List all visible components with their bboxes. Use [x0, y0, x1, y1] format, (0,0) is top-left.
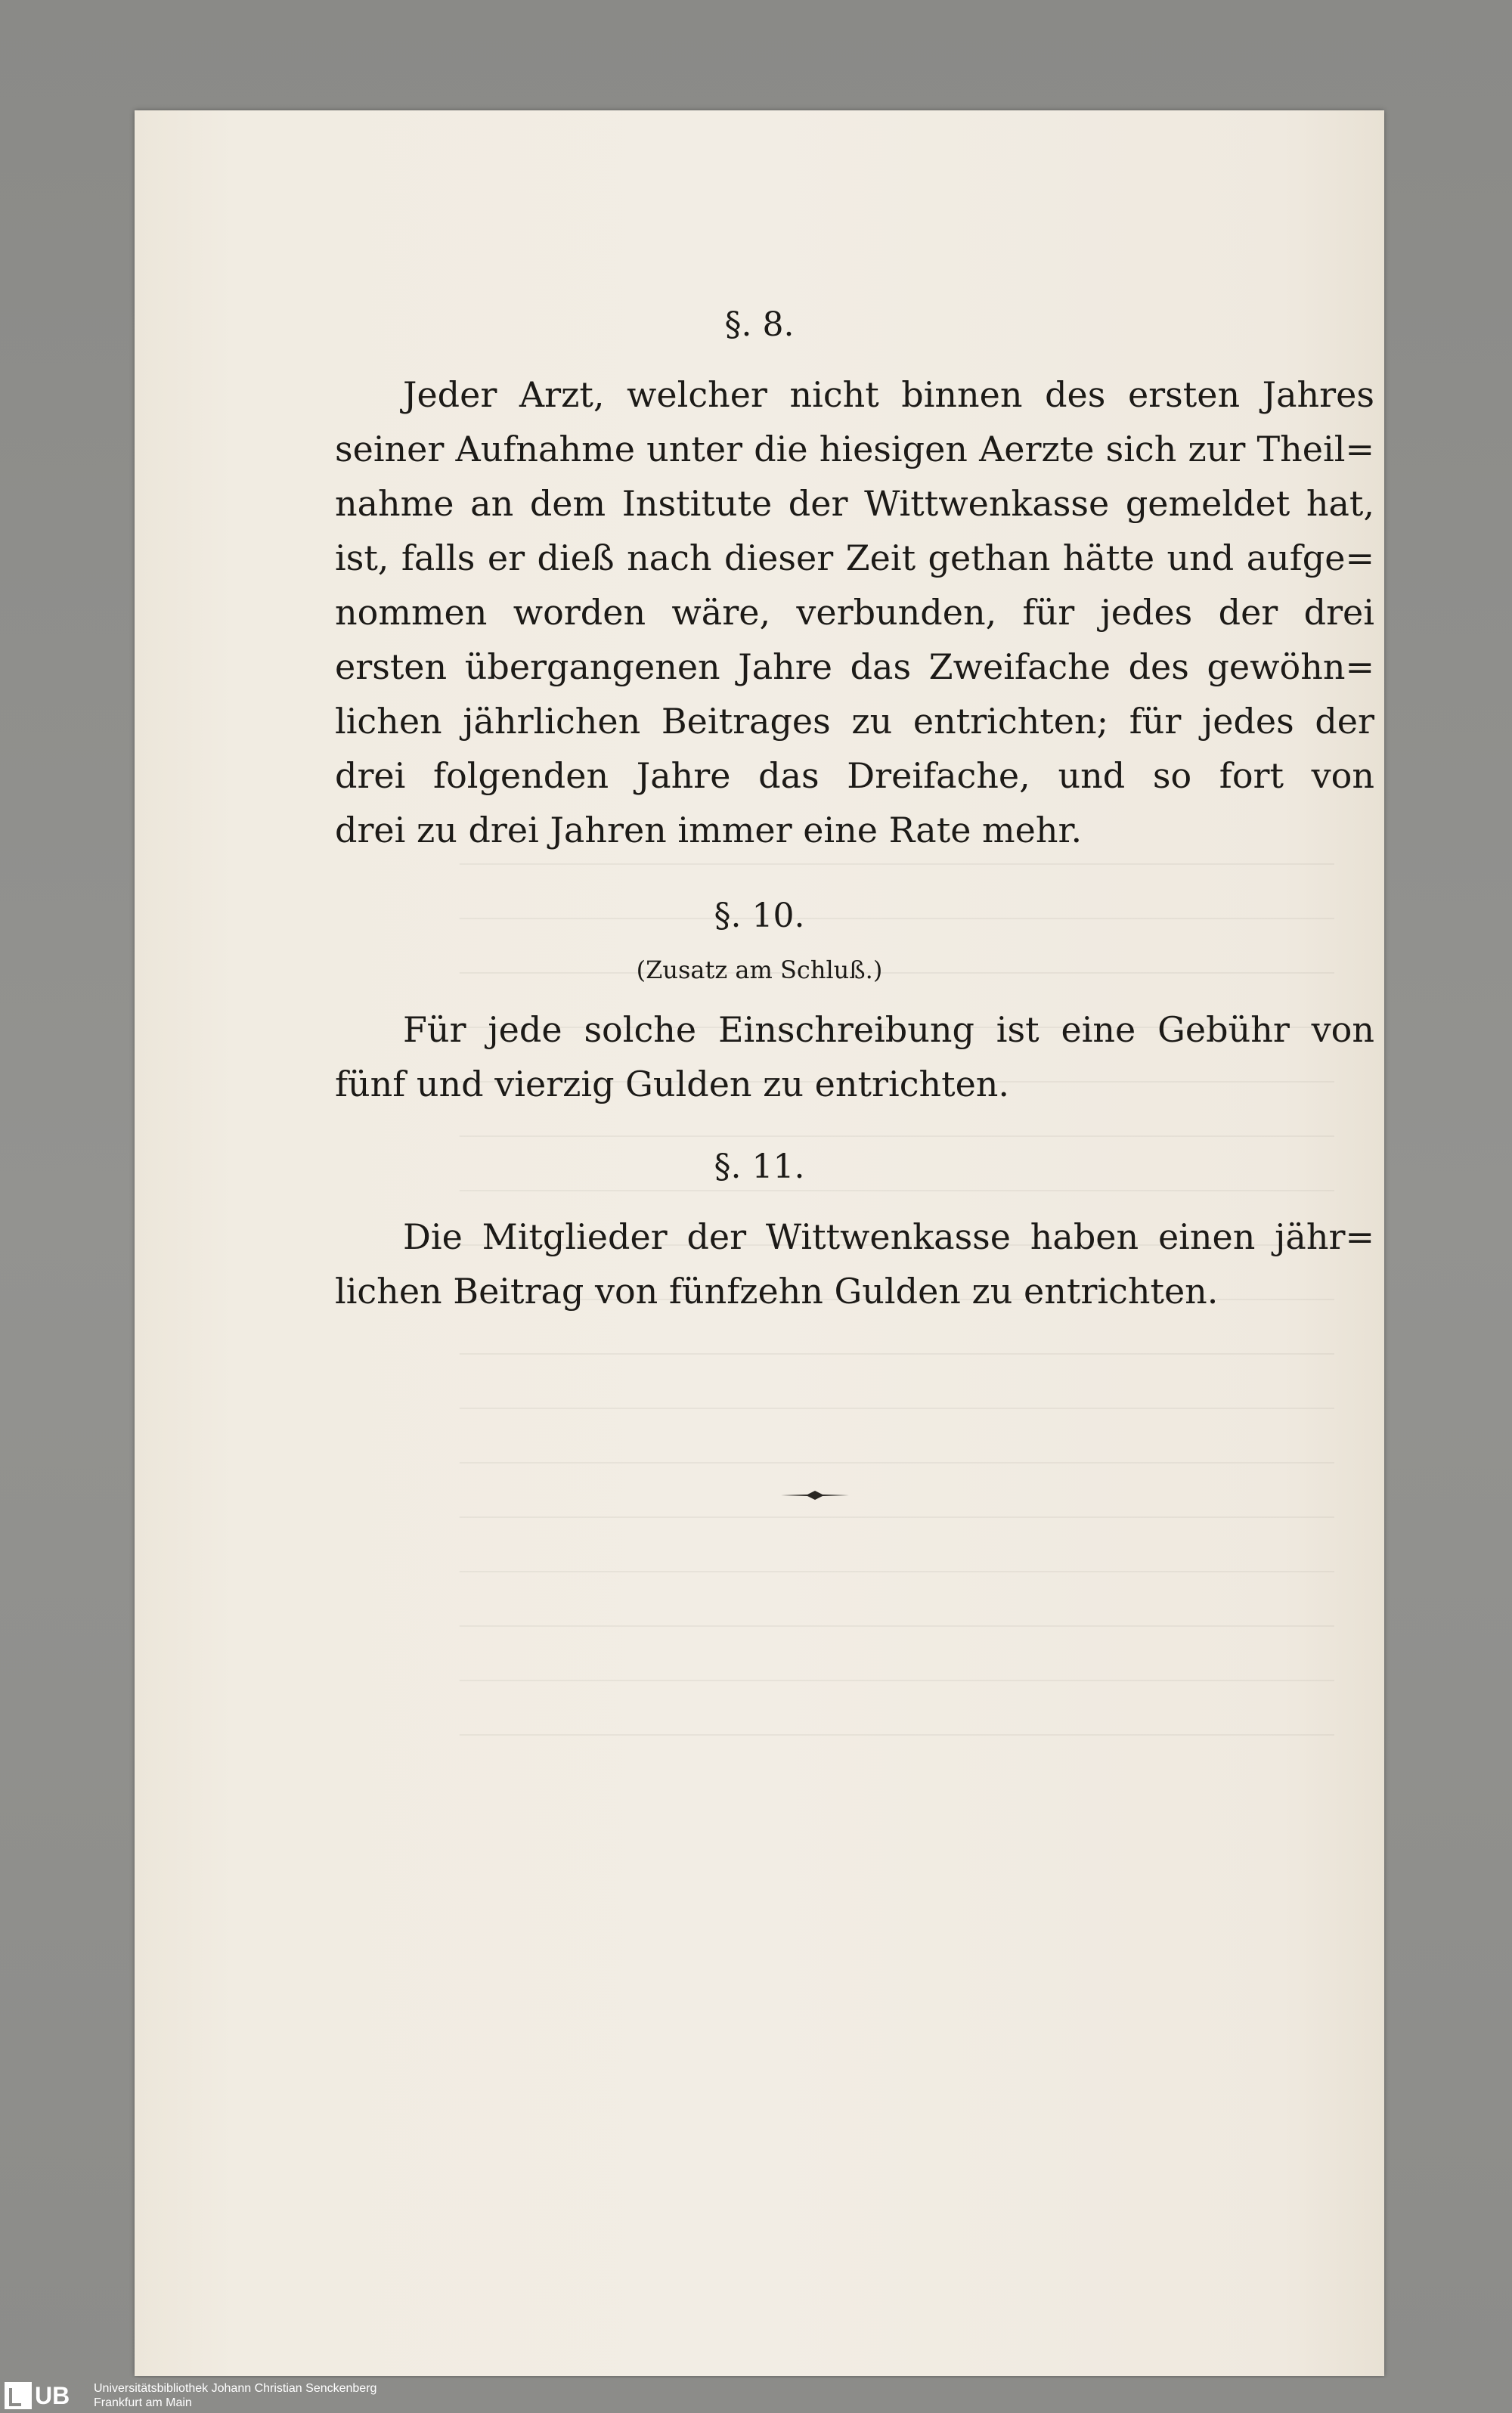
ub-logo [5, 2381, 70, 2410]
paragraph-line: ist, falls er dieß nach dieser Zeit gethan hätte und aufge= [335, 537, 1374, 578]
paragraph-line: seiner Aufnahme unter die hiesigen Aerzte sich zur Theil= [335, 429, 1374, 469]
section-11-heading: §. 11. [714, 1148, 805, 1186]
paragraph-line: nahme an dem Institute der Wittwenkasse gemeldet hat, [335, 483, 1374, 524]
section-11-paragraph [335, 1210, 1374, 1318]
section-10-heading: §. 10. [714, 897, 805, 935]
paragraph-line: lichen Beitrag von fünfzehn Gulden zu entrichten. [335, 1271, 1219, 1312]
institution-line-1: Universitätsbibliothek Johann Christian Senckenberg [94, 2382, 377, 2395]
paragraph-line: nommen worden wäre, verbunden, für jedes der drei [335, 592, 1374, 633]
paragraph-line: Jeder Arzt, welcher nicht binnen des ersten Jahres [403, 374, 1374, 415]
closing-ornament [781, 1488, 849, 1503]
paragraph-line: fünf und vierzig Gulden zu entrichten. [335, 1064, 1010, 1104]
ub-logo-text: UB [35, 2381, 70, 2409]
section-8-heading: §. 8. [724, 305, 795, 344]
section-8-paragraph [335, 367, 1374, 857]
paragraph-line: ersten übergangenen Jahre das Zweifache des gewöhn= [335, 646, 1374, 687]
institution-caption [94, 2381, 376, 2410]
document-page [135, 110, 1384, 2376]
section-10-subheading: (Zusatz am Schluß.) [636, 956, 883, 984]
ub-logo-icon [5, 2382, 32, 2409]
section-10-paragraph [335, 1002, 1374, 1111]
paragraph-line: Für jede solche Einschreibung ist eine Gebühr von [403, 1009, 1374, 1050]
paragraph-line: drei folgenden Jahre das Dreifache, und so fort von [335, 755, 1374, 796]
paragraph-line: Die Mitglieder der Wittwenkasse haben einen jähr= [403, 1216, 1374, 1257]
paragraph-line: drei zu drei Jahren immer eine Rate mehr. [335, 810, 1083, 850]
institution-line-2: Frankfurt am Main [94, 2396, 192, 2409]
paragraph-line: lichen jährlichen Beitrages zu entrichten; für jedes der [335, 701, 1374, 742]
